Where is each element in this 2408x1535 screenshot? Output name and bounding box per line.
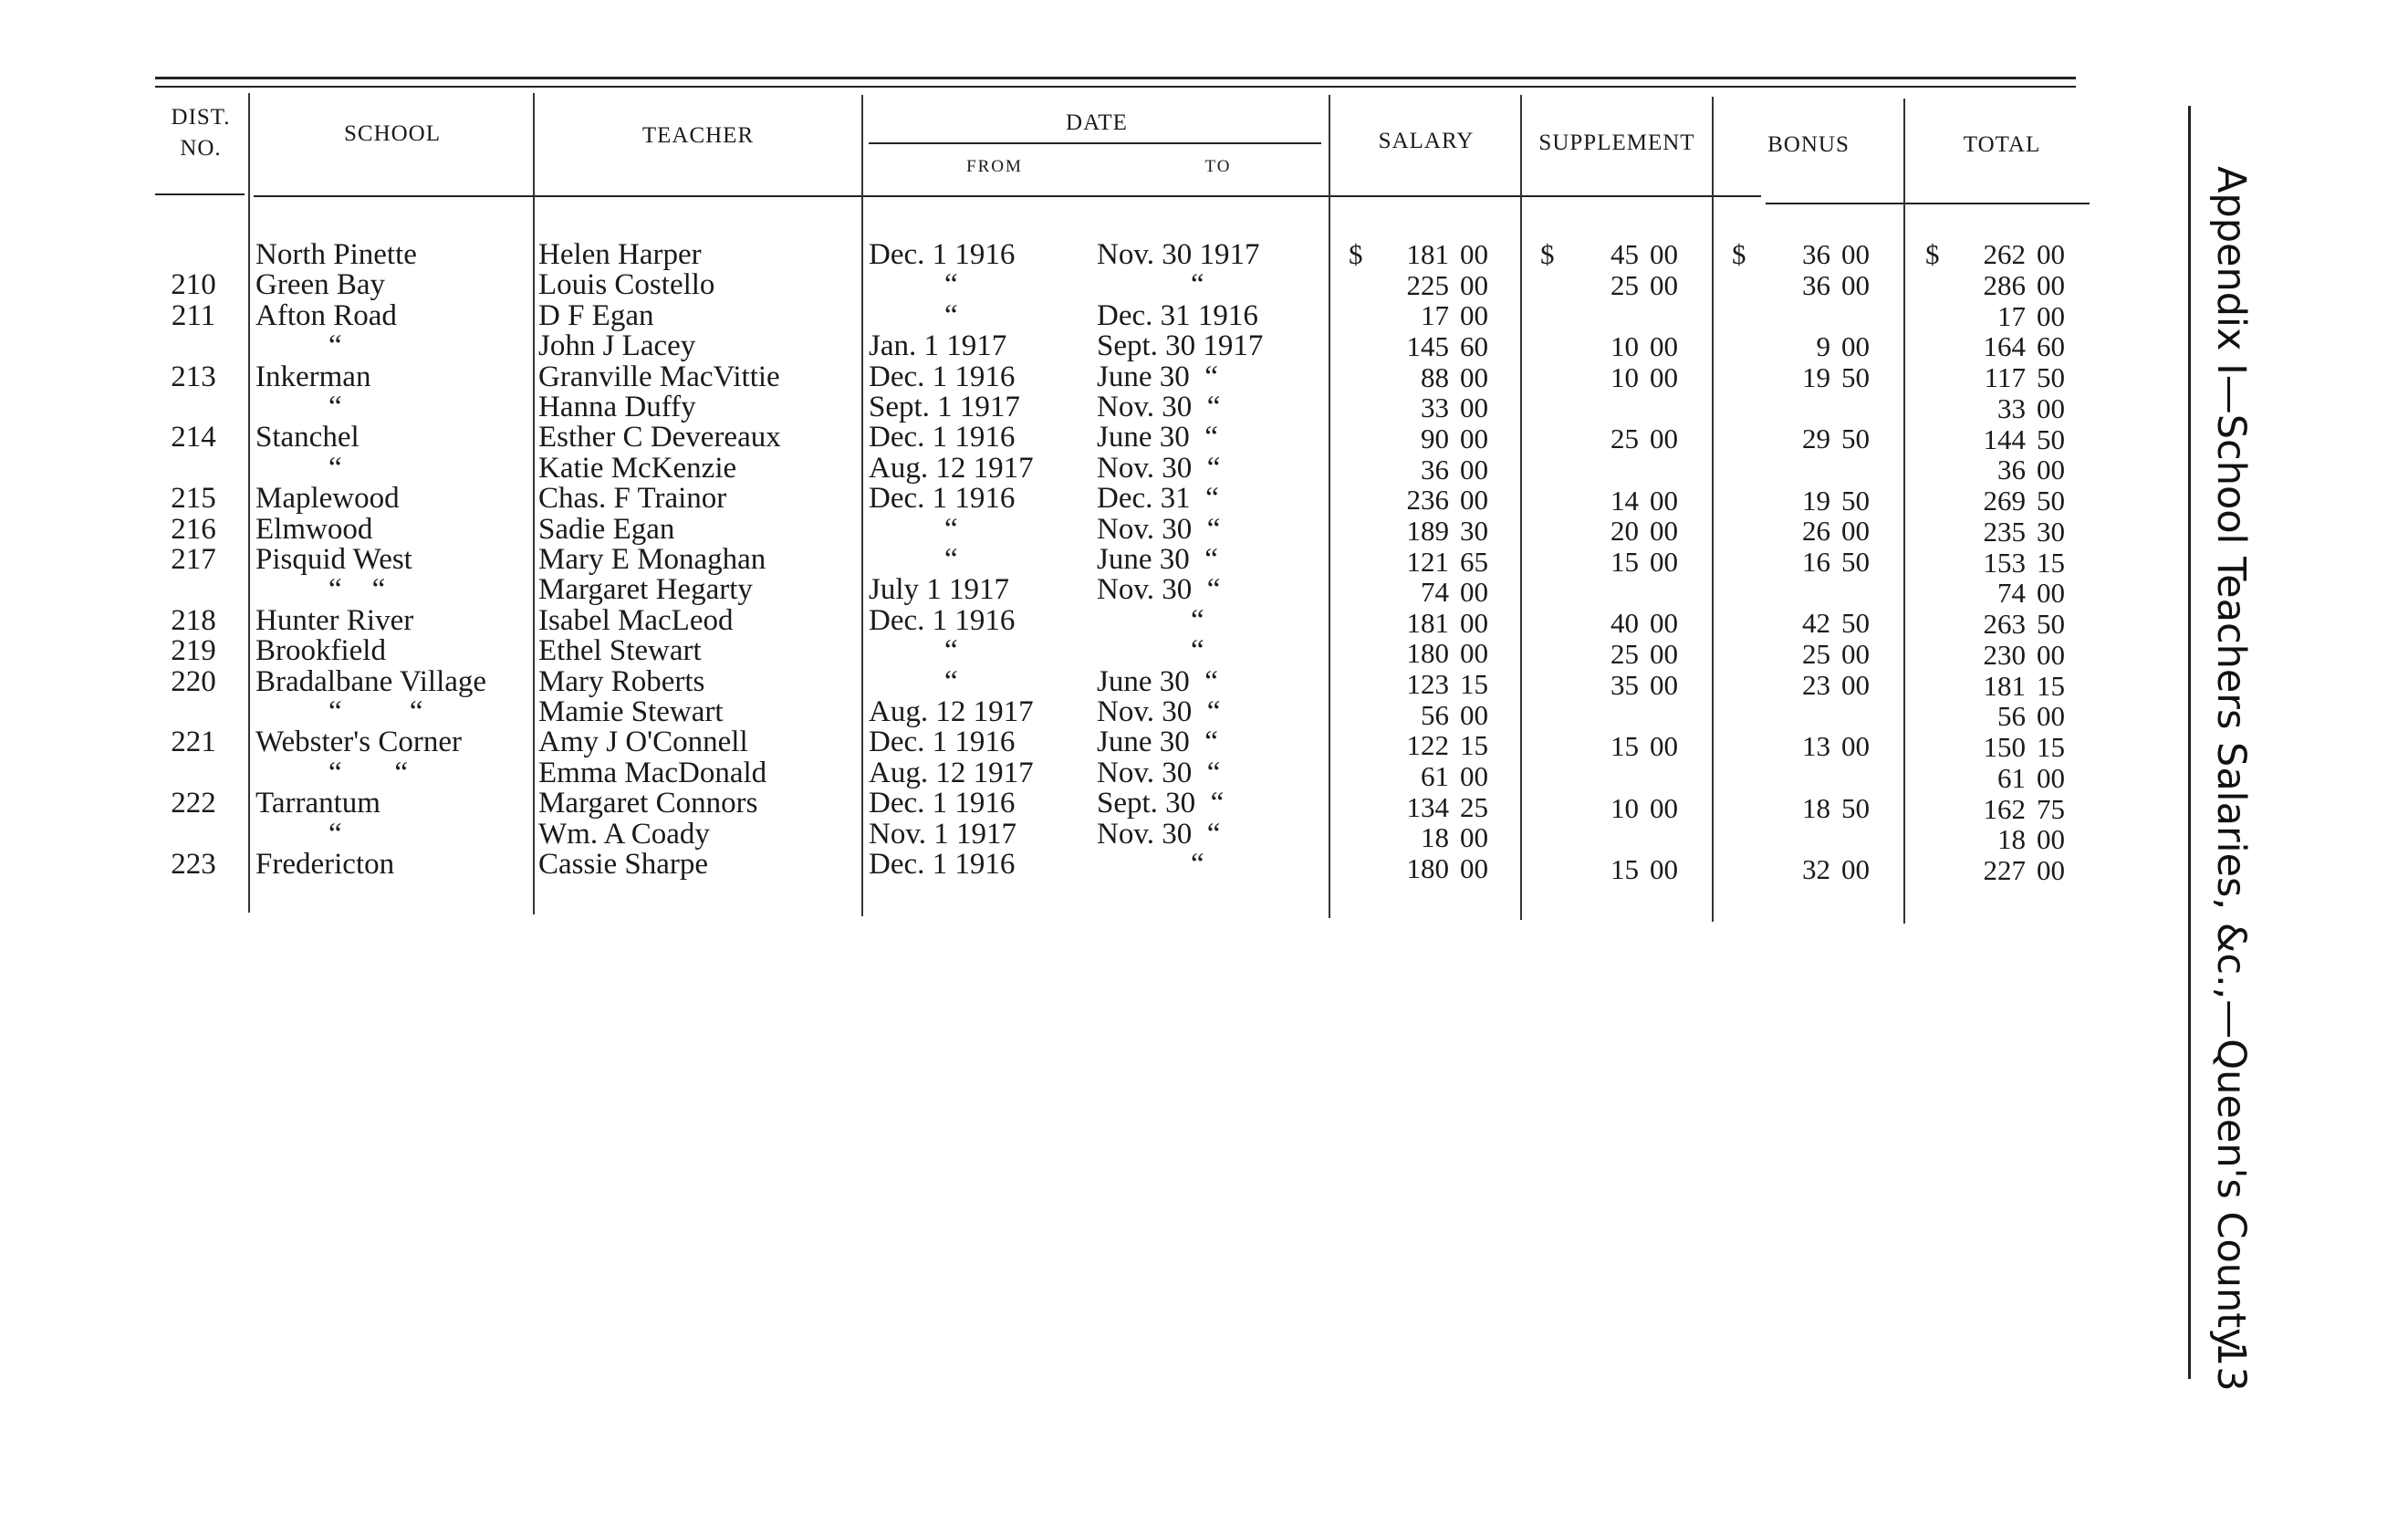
header-total: TOTAL	[1963, 132, 2041, 157]
total-cents: 00	[2037, 854, 2065, 886]
supplement-cents: 00	[1650, 730, 1678, 763]
date-to: “	[1191, 634, 1204, 668]
total-cents: 30	[2037, 515, 2065, 548]
salary-dollars: 36	[1421, 453, 1449, 486]
date-from: “	[944, 268, 958, 302]
school-name: Fredericton	[255, 848, 395, 881]
total-cents: 00	[2037, 268, 2065, 301]
salary-dollars: 236	[1406, 484, 1449, 517]
supplement-dollars: 15	[1611, 853, 1639, 885]
header-bottom-rule-right	[1766, 203, 2090, 204]
supplement-cents: 00	[1650, 484, 1678, 517]
supplement-dollars: 35	[1611, 668, 1639, 701]
date-from: Dec. 1 1916	[869, 360, 1016, 393]
total-cents: 50	[2037, 361, 2065, 393]
total-cents: 75	[2037, 792, 2065, 825]
school-name: Elmwood	[255, 512, 373, 546]
bonus-cents: 00	[1841, 668, 1870, 701]
top-rule-1	[155, 77, 2076, 79]
school-name: Pisquid West	[255, 543, 412, 576]
bonus-dollars: 32	[1802, 853, 1830, 885]
date-to: June 30 “	[1097, 421, 1218, 454]
teacher-name: Isabel MacLeod	[538, 603, 734, 637]
date-to: Nov. 30 “	[1097, 695, 1221, 728]
supplement-cents: 00	[1650, 638, 1678, 671]
total-dollars: 56	[1997, 700, 2026, 733]
bonus-cents: 00	[1841, 515, 1870, 548]
header-from: FROM	[966, 157, 1023, 176]
dist-number: 221	[171, 726, 216, 759]
header-teacher: TEACHER	[641, 123, 755, 148]
supplement-cents: 00	[1650, 360, 1678, 393]
bonus-dollars: 19	[1802, 360, 1830, 393]
dist-number: 218	[171, 603, 216, 637]
supplement-dollars: 14	[1611, 484, 1639, 517]
dist-number: 219	[171, 634, 216, 668]
salary-dollars: 225	[1406, 268, 1449, 301]
bonus-dollars: 42	[1802, 607, 1830, 640]
salary-cents: 00	[1460, 760, 1488, 793]
total-cents: 00	[2037, 761, 2065, 794]
salary-dollars: 181	[1406, 238, 1449, 270]
supplement-cents: 00	[1650, 330, 1678, 363]
salary-dollars: 18	[1421, 821, 1449, 854]
bonus-cents: 50	[1841, 791, 1870, 824]
date-from: Nov. 1 1917	[869, 817, 1016, 851]
total-cents: 50	[2037, 608, 2065, 640]
total-cents: 60	[2037, 330, 2065, 363]
bonus-dollars: 19	[1802, 484, 1830, 517]
salary-dollars: 90	[1421, 422, 1449, 454]
bonus-cents: 50	[1841, 423, 1870, 455]
supplement-cents: 00	[1650, 515, 1678, 548]
teacher-name: Mamie Stewart	[538, 695, 724, 728]
dist-number: 217	[171, 543, 216, 576]
dist-number: 222	[171, 787, 216, 820]
header-salary: SALARY	[1378, 129, 1475, 153]
date-to: June 30 “	[1097, 543, 1218, 576]
date-to: “	[1191, 268, 1204, 302]
total-dollars: 74	[1997, 577, 2026, 610]
col-line-school	[533, 93, 535, 914]
bonus-cents: 50	[1841, 546, 1870, 578]
bonus-dollars: 13	[1802, 730, 1830, 763]
school-name: Stanchel	[255, 421, 360, 454]
salary-cents: 00	[1460, 422, 1488, 454]
date-from: Aug. 12 1917	[869, 451, 1034, 485]
date-to: Nov. 30 “	[1097, 573, 1221, 607]
school-name: Webster's Corner	[255, 726, 462, 759]
bonus-dollars: 29	[1802, 423, 1830, 455]
salary-cents: 00	[1460, 238, 1488, 270]
teacher-name: D F Egan	[538, 298, 654, 332]
salary-dollars: 180	[1406, 637, 1449, 670]
bonus-dollars: 36	[1802, 238, 1830, 270]
total-dollars: 17	[1997, 299, 2026, 332]
date-from: Dec. 1 1916	[869, 482, 1016, 516]
salary-dollars: 74	[1421, 576, 1449, 609]
header-dist-line1: DIST.	[171, 105, 231, 130]
salary-cents: 00	[1460, 392, 1488, 424]
salary-dollars: 33	[1421, 392, 1449, 424]
supplement-dollars: 45	[1611, 238, 1639, 270]
date-to: Nov. 30 1917	[1097, 238, 1260, 271]
salary-cents: 00	[1460, 821, 1488, 854]
header-bottom-rule	[254, 195, 1761, 197]
school-name: Brookfield	[255, 634, 386, 668]
salary-dollars: 88	[1421, 360, 1449, 393]
teacher-name: Helen Harper	[538, 238, 702, 271]
salary-cents: 25	[1460, 790, 1488, 823]
col-line-bonus	[1903, 99, 1905, 924]
bonus-cents: 00	[1841, 638, 1870, 671]
bonus-cents: 00	[1841, 330, 1870, 363]
teacher-name: John J Lacey	[538, 329, 696, 363]
date-from: “	[944, 512, 958, 546]
supplement-dollars: 10	[1611, 360, 1639, 393]
total-cents: 50	[2037, 485, 2065, 517]
salary-dollars: 122	[1406, 729, 1449, 762]
total-dollars: 33	[1997, 392, 2026, 424]
total-cents: 50	[2037, 423, 2065, 455]
total-dollars: 269	[1983, 485, 2026, 517]
salary-cents: 15	[1460, 668, 1488, 701]
salary-cents: 15	[1460, 729, 1488, 762]
total-dollars: 227	[1983, 854, 2026, 886]
date-from: Aug. 12 1917	[869, 695, 1034, 728]
teacher-name: Hanna Duffy	[538, 391, 696, 423]
header-date: DATE	[1066, 110, 1128, 135]
date-to: Sept. 30 1917	[1097, 329, 1264, 363]
salary-cents: 00	[1460, 606, 1488, 639]
salary-cents: 00	[1460, 360, 1488, 393]
school-name: “	[328, 817, 342, 851]
school-name: “ “	[328, 756, 409, 789]
date-from: “	[944, 543, 958, 576]
bonus-dollars: 18	[1802, 791, 1830, 824]
date-from: Dec. 1 1916	[869, 848, 1016, 881]
salary-cents: 60	[1460, 329, 1488, 362]
teacher-name: Margaret Connors	[538, 787, 758, 820]
date-from: “	[944, 298, 958, 332]
supplement-dollars: 25	[1611, 638, 1639, 671]
dist-number: 213	[171, 360, 216, 393]
dist-number: 223	[171, 848, 216, 881]
teacher-name: Amy J O'Connell	[538, 726, 748, 759]
total-dollars: 144	[1983, 423, 2026, 455]
school-name: Hunter River	[255, 603, 414, 637]
date-to: Dec. 31 “	[1097, 482, 1219, 516]
salary-dollars: 180	[1406, 852, 1449, 884]
teacher-name: Chas. F Trainor	[538, 482, 727, 516]
school-name: “	[328, 391, 342, 423]
total-dollars: 36	[1997, 454, 2026, 486]
date-from: “	[944, 664, 958, 698]
dist-number: 210	[171, 268, 216, 302]
salary-dollars: 134	[1406, 790, 1449, 823]
teacher-name: Louis Costello	[538, 268, 715, 302]
supplement-cents: 00	[1650, 423, 1678, 455]
school-name: Maplewood	[255, 482, 400, 516]
bonus-dollars: 23	[1802, 668, 1830, 701]
teacher-name: Mary E Monaghan	[538, 543, 766, 576]
date-to: Nov. 30 “	[1097, 512, 1221, 546]
supplement-cents: 00	[1650, 546, 1678, 578]
bonus-cents: 00	[1841, 730, 1870, 763]
header-dist-line2: NO.	[180, 136, 222, 161]
salary-dollars: 189	[1406, 514, 1449, 547]
salary-dollars: 181	[1406, 606, 1449, 639]
supplement-cents: 00	[1650, 791, 1678, 824]
salary-cents: 00	[1460, 576, 1488, 609]
col-line-supplement	[1712, 97, 1714, 922]
header-bonus: BONUS	[1767, 132, 1850, 157]
teacher-name: Emma MacDonald	[538, 756, 767, 789]
bonus-cents: 50	[1841, 360, 1870, 393]
total-cents: 00	[2037, 238, 2065, 270]
date-from: Dec. 1 1916	[869, 787, 1016, 820]
header-bottom-rule-left	[155, 193, 245, 195]
teacher-name: Sadie Egan	[538, 512, 675, 546]
dist-number: 215	[171, 482, 216, 516]
total-dollars: 164	[1983, 330, 2026, 363]
bonus-dollar-sign: $	[1732, 238, 1746, 270]
salary-cents: 00	[1460, 698, 1488, 731]
school-name: “ “	[328, 695, 423, 728]
side-header	[2190, 166, 2272, 1535]
col-line-teacher	[861, 95, 863, 916]
bonus-cents: 50	[1841, 607, 1870, 640]
teacher-name: Esther C Devereaux	[538, 421, 781, 454]
supplement-dollars: 15	[1611, 730, 1639, 763]
salary-dollars: 61	[1421, 760, 1449, 793]
salary-cents: 00	[1460, 299, 1488, 332]
bonus-cents: 50	[1841, 484, 1870, 517]
total-cents: 00	[2037, 392, 2065, 424]
date-to: Dec. 31 1916	[1097, 298, 1258, 332]
school-name: Afton Road	[255, 298, 397, 332]
total-dollars: 18	[1997, 823, 2026, 856]
school-name: “	[328, 329, 342, 363]
supplement-dollars: 25	[1611, 268, 1639, 301]
date-from: Dec. 1 1916	[869, 726, 1016, 759]
teacher-name: Ethel Stewart	[538, 634, 702, 668]
side-title: Appendix I—School Teachers Salaries, &c.,—Queen's County	[2208, 166, 2254, 1352]
supplement-dollars: 15	[1611, 546, 1639, 578]
date-from: Aug. 12 1917	[869, 756, 1034, 789]
date-to: Nov. 30 “	[1097, 391, 1221, 423]
total-dollars: 153	[1983, 546, 2026, 579]
total-cents: 00	[2037, 638, 2065, 671]
total-dollars: 150	[1983, 731, 2026, 763]
supplement-cents: 00	[1650, 268, 1678, 301]
school-name: North Pinette	[255, 238, 417, 271]
total-cents: 15	[2037, 546, 2065, 579]
school-name: Green Bay	[255, 268, 386, 302]
school-name: Tarrantum	[255, 787, 380, 820]
date-to: June 30 “	[1097, 664, 1218, 698]
dist-number: 220	[171, 664, 216, 698]
salary-dollars: 145	[1406, 329, 1449, 362]
salary-dollars: 17	[1421, 299, 1449, 332]
salary-cents: 00	[1460, 637, 1488, 670]
total-dollar-sign: $	[1925, 238, 1940, 270]
date-from: Dec. 1 1916	[869, 238, 1016, 271]
date-to: “	[1191, 603, 1204, 637]
bonus-cents: 00	[1841, 238, 1870, 270]
total-dollars: 162	[1983, 792, 2026, 825]
date-from: Jan. 1 1917	[869, 329, 1007, 363]
teacher-name: Margaret Hegarty	[538, 573, 753, 607]
salary-dollars: 123	[1406, 668, 1449, 701]
date-to: Nov. 30 “	[1097, 451, 1221, 485]
bonus-cents: 00	[1841, 268, 1870, 301]
salary-cents: 65	[1460, 545, 1488, 578]
supplement-cents: 00	[1650, 853, 1678, 885]
date-to: June 30 “	[1097, 726, 1218, 759]
teacher-name: Granville MacVittie	[538, 360, 780, 393]
bonus-cents: 00	[1841, 853, 1870, 885]
total-dollars: 235	[1983, 515, 2026, 548]
total-dollars: 230	[1983, 638, 2026, 671]
school-name: “ “	[328, 573, 386, 607]
supplement-cents: 00	[1650, 607, 1678, 640]
date-from: July 1 1917	[869, 573, 1010, 607]
supplement-dollars: 40	[1611, 607, 1639, 640]
date-from: Dec. 1 1916	[869, 421, 1016, 454]
header-school: SCHOOL	[343, 121, 441, 146]
total-dollars: 117	[1984, 361, 2026, 393]
dist-number: 211	[171, 298, 216, 332]
date-from: Dec. 1 1916	[869, 603, 1016, 637]
supplement-cents: 00	[1650, 238, 1678, 270]
total-dollars: 263	[1983, 608, 2026, 640]
col-line-salary	[1520, 95, 1522, 920]
header-supplement: SUPPLEMENT	[1538, 131, 1695, 155]
date-to: “	[1191, 848, 1204, 881]
salary-dollars: 56	[1421, 698, 1449, 731]
supplement-dollars: 20	[1611, 515, 1639, 548]
top-rule-2	[155, 86, 2076, 88]
total-cents: 00	[2037, 700, 2065, 733]
supplement-dollars: 10	[1611, 330, 1639, 363]
teacher-name: Mary Roberts	[538, 664, 705, 698]
header-dist	[155, 102, 246, 164]
salary-dollars: 121	[1406, 545, 1449, 578]
bonus-dollars: 36	[1802, 268, 1830, 301]
salary-cents: 00	[1460, 484, 1488, 517]
date-to: Nov. 30 “	[1097, 756, 1221, 789]
dist-number: 216	[171, 512, 216, 546]
total-cents: 15	[2037, 731, 2065, 763]
teacher-name: Katie McKenzie	[538, 451, 737, 485]
bonus-dollars: 16	[1802, 546, 1830, 578]
total-cents: 00	[2037, 577, 2065, 610]
teacher-name: Cassie Sharpe	[538, 848, 709, 881]
total-cents: 00	[2037, 299, 2065, 332]
salary-cents: 00	[1460, 268, 1488, 301]
date-from: Sept. 1 1917	[869, 391, 1020, 423]
dist-number: 214	[171, 421, 216, 454]
col-line-dist	[248, 93, 250, 913]
bonus-dollars: 25	[1802, 638, 1830, 671]
school-name: Bradalbane Village	[255, 664, 487, 698]
total-dollars: 262	[1983, 238, 2026, 270]
date-divider-rule	[869, 142, 1321, 144]
total-cents: 00	[2037, 454, 2065, 486]
total-dollars: 61	[1997, 761, 2026, 794]
total-cents: 15	[2037, 669, 2065, 702]
supplement-cents: 00	[1650, 668, 1678, 701]
school-name: “	[328, 451, 342, 485]
school-name: Inkerman	[255, 360, 371, 393]
supplement-dollars: 25	[1611, 423, 1639, 455]
teacher-name: Wm. A Coady	[538, 817, 710, 851]
total-cents: 00	[2037, 823, 2065, 856]
salary-dollar-sign: $	[1349, 238, 1363, 270]
bonus-dollars: 26	[1802, 515, 1830, 548]
supplement-dollars: 10	[1611, 791, 1639, 824]
total-dollars: 286	[1983, 268, 2026, 301]
salary-cents: 00	[1460, 453, 1488, 486]
page-number: 13	[2208, 1342, 2254, 1392]
header-to: TO	[1204, 157, 1232, 176]
bonus-dollars: 9	[1816, 330, 1830, 363]
col-line-date	[1329, 95, 1330, 918]
supplement-dollar-sign: $	[1540, 238, 1555, 270]
salary-cents: 30	[1460, 514, 1488, 547]
salary-cents: 00	[1460, 852, 1488, 884]
date-from: “	[944, 634, 958, 668]
total-dollars: 181	[1983, 669, 2026, 702]
date-to: Nov. 30 “	[1097, 817, 1221, 851]
date-to: Sept. 30 “	[1097, 787, 1225, 820]
date-to: June 30 “	[1097, 360, 1218, 393]
